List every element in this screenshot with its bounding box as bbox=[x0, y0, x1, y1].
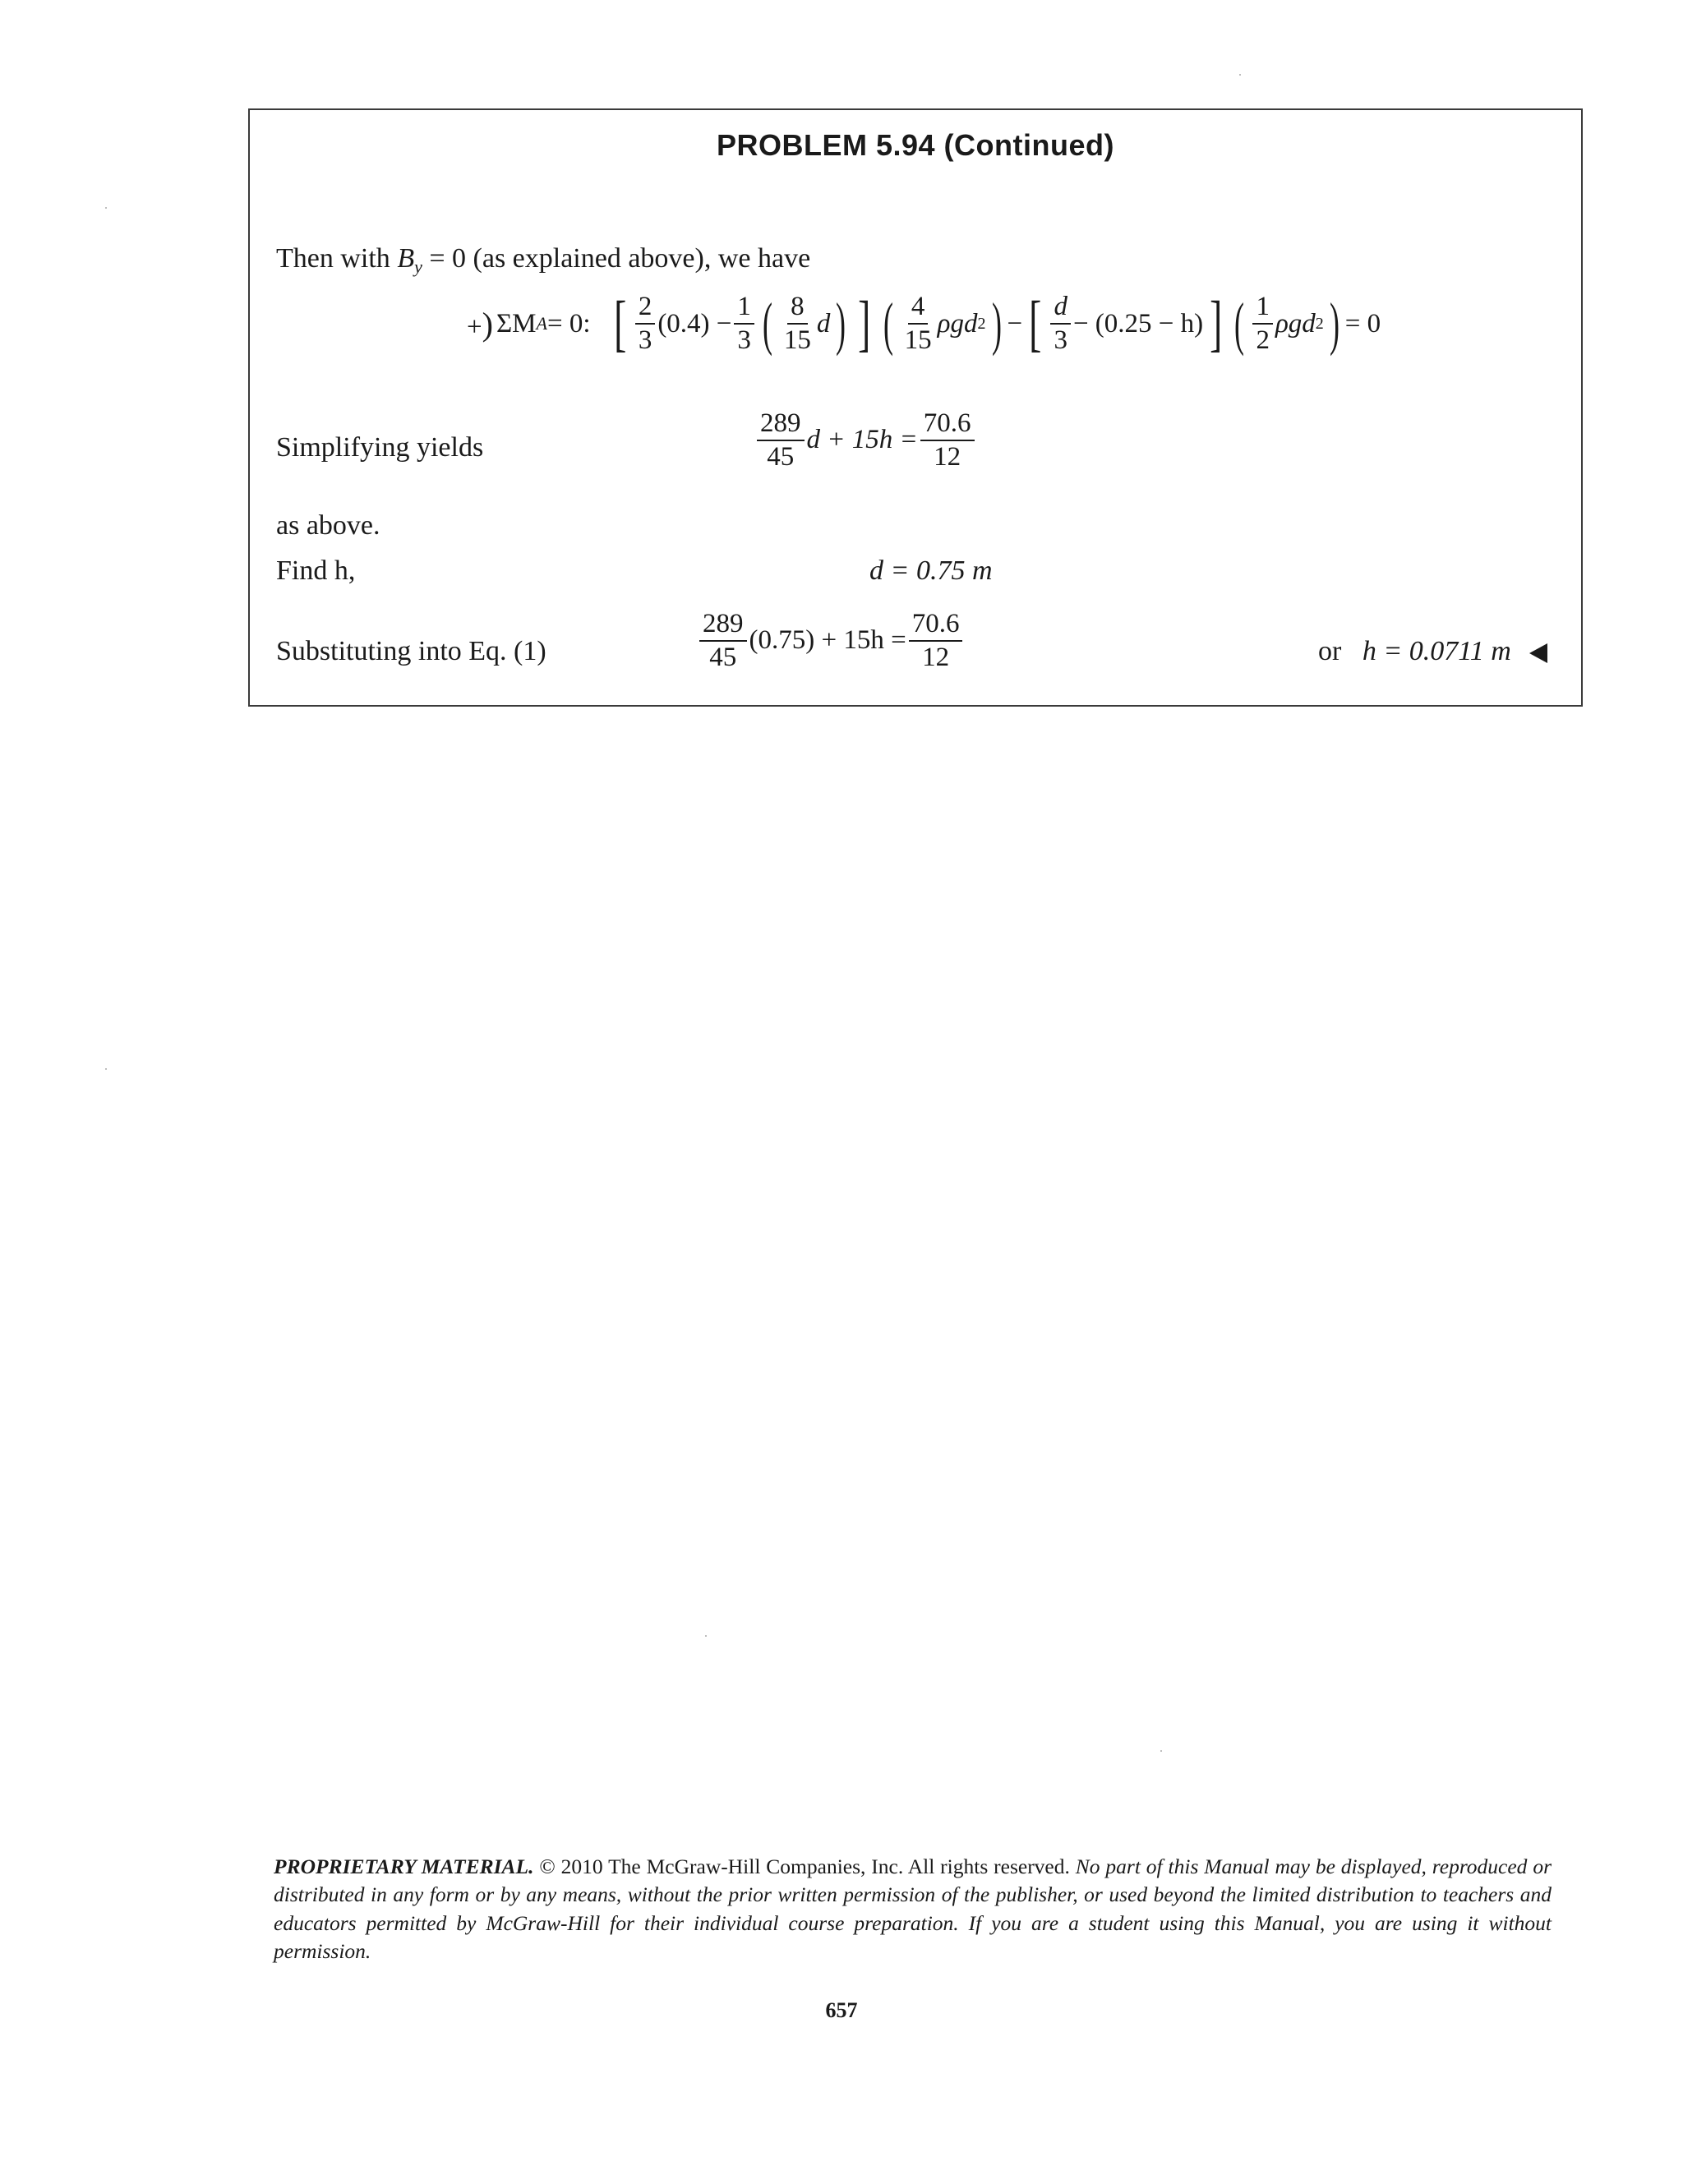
frac-d-3: $\frac{d}{3}$ bbox=[1050, 293, 1071, 354]
term-025-h: − (0.25 − h) bbox=[1072, 308, 1204, 339]
as-above-text: as above. bbox=[276, 510, 380, 541]
lhs-tail: = 0: bbox=[546, 308, 591, 339]
substitute-label: Substituting into Eq. (1) bbox=[276, 636, 546, 666]
intro-after: = 0 (as explained above), we have bbox=[422, 243, 811, 274]
solution-frame bbox=[248, 108, 1583, 707]
frac-8-15: $\frac{8}{15}$ bbox=[783, 292, 811, 355]
frac-289-45: $\frac{289}{45}$ bbox=[757, 409, 805, 471]
copyright-footer bbox=[274, 1853, 1552, 1966]
rho-g-d-2: ρgd bbox=[1275, 308, 1316, 339]
simplify-label: Simplifying yields bbox=[276, 432, 484, 463]
simplify-mid: d + 15h = bbox=[806, 425, 918, 455]
frac-289-45-b: $\frac{289}{45}$ bbox=[699, 610, 747, 671]
substituted-equation bbox=[697, 610, 965, 671]
scan-speck bbox=[105, 207, 107, 209]
scan-speck bbox=[105, 1068, 107, 1070]
find-label: Find h, bbox=[276, 555, 356, 586]
intro-sub: y bbox=[414, 256, 422, 277]
answer-or: or bbox=[1318, 636, 1342, 666]
var-d: d bbox=[816, 308, 831, 339]
scan-speck bbox=[705, 1635, 707, 1637]
minus-sign: − bbox=[1007, 308, 1023, 339]
substitute-mid: (0.75) + 15h = bbox=[749, 625, 906, 656]
answer-arrow-icon bbox=[1529, 643, 1547, 663]
frac-706-12-b: $\frac{70.6}{12}$ bbox=[909, 610, 963, 671]
scan-speck bbox=[1239, 74, 1241, 76]
footer-rest: No part of this Manual may be displayed, reproduced or distributed in any form or by any means, without the prior written permission of the publisher, or used beyond the limited distribution to teachers and educators permitted by McGraw-Hill for their individual course preparation. If you are a student using this Manual, you are using it without permission. bbox=[274, 1855, 1552, 1964]
frac-2-3: $\frac{2}{3}$ bbox=[635, 293, 656, 354]
frac-1-2: $\frac{1}{2}$ bbox=[1252, 293, 1273, 354]
bracket-open: [ bbox=[613, 289, 626, 358]
simplified-equation bbox=[754, 409, 977, 471]
frac-1-3: $\frac{1}{3}$ bbox=[734, 293, 754, 354]
intro-text: Then with bbox=[276, 243, 390, 274]
term-04: (0.4) − bbox=[657, 308, 732, 339]
rho-g-d: ρgd bbox=[937, 308, 978, 339]
moment-sign: +) bbox=[467, 305, 493, 343]
page-number: 657 bbox=[825, 1998, 858, 2022]
sigma-m: ΣM bbox=[496, 308, 537, 339]
equals-zero: = 0 bbox=[1344, 308, 1381, 339]
footer-lead: PROPRIETARY MATERIAL. bbox=[274, 1855, 534, 1878]
footer-mid: © 2010 The McGraw-Hill Companies, Inc. All rights reserved. bbox=[533, 1855, 1076, 1878]
frac-706-12: $\frac{70.6}{12}$ bbox=[920, 409, 975, 471]
intro-var: B bbox=[397, 243, 415, 274]
intro-line bbox=[276, 243, 810, 278]
moment-equation: +) ΣM A = 0: [ $\frac{2}{3}$ (0.4) − $\frac{1}{3}$ ( $\frac{8}{15}$ d ) ] ( $\frac{4}{15}$ ρgd 2 ) − [ $\frac{d}{3}$ − (0.25 − h) ] ( $\frac{1}{2}$ ρgd 2 ) = 0 bbox=[467, 289, 1381, 358]
frac-4-15: $\frac{4}{15}$ bbox=[904, 292, 932, 355]
scan-speck bbox=[1160, 1750, 1162, 1752]
final-answer bbox=[1318, 636, 1547, 667]
page-title: PROBLEM 5.94 (Continued) bbox=[716, 128, 1114, 162]
d-value: d = 0.75 m bbox=[869, 555, 993, 586]
answer-value: h = 0.0711 m bbox=[1362, 636, 1511, 666]
sigma-sub: A bbox=[536, 313, 547, 334]
